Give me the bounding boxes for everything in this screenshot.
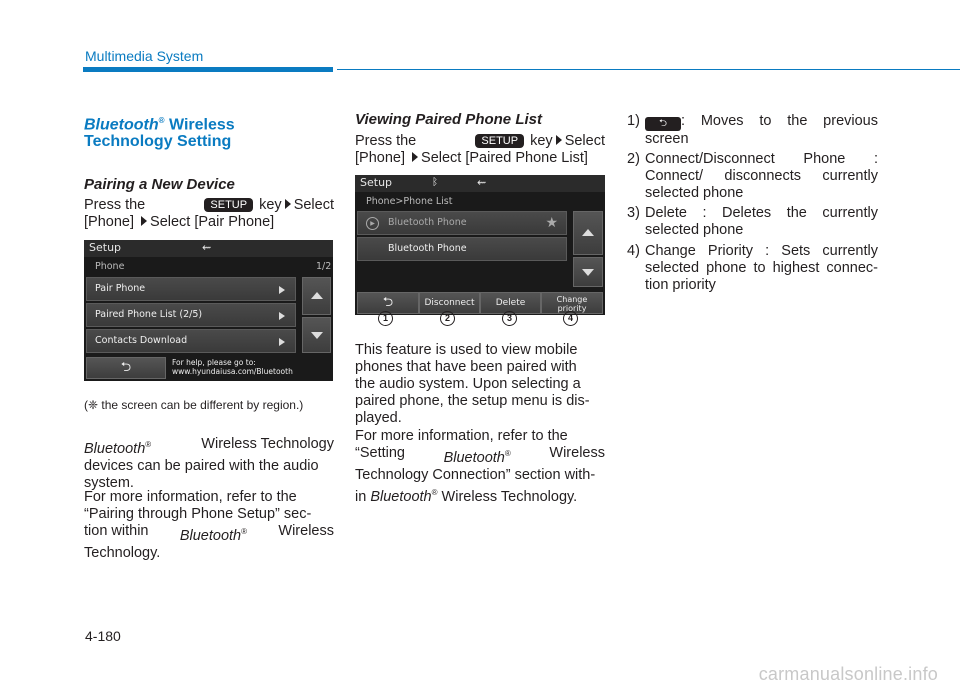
chevron-right-icon bbox=[279, 286, 285, 294]
bluetooth-icon: ⇜ bbox=[202, 241, 212, 254]
chevron-right-icon bbox=[279, 312, 285, 320]
region-note: (❈ the screen can be different by region.) bbox=[84, 398, 304, 412]
delete-button[interactable]: Delete bbox=[480, 292, 541, 314]
back-button[interactable]: ⮌ bbox=[86, 357, 166, 379]
star-icon: ★ bbox=[545, 215, 558, 231]
usb-icon: ⇜ bbox=[477, 176, 487, 189]
paired-list-instructions: Press the SETUP key Select [Phone] Select [Paired Phone List] bbox=[355, 133, 605, 166]
reference-paragraph-2: For more information, refer to the “Setting Bluetooth® Wireless Technology Connection” section with- in Bluetooth® Wireless Technology. bbox=[355, 428, 605, 505]
callout-3: 3 bbox=[502, 311, 517, 326]
setup-key-icon: SETUP bbox=[475, 134, 524, 148]
menu-row-contacts[interactable]: Contacts Download bbox=[86, 329, 296, 353]
list-item-1: 1) ⮌ : Moves to the previous screen bbox=[627, 113, 878, 147]
pairing-paragraph: Bluetooth® Wireless Technology devices can be paired with the audio system. bbox=[84, 436, 334, 491]
back-button[interactable]: ⮌ bbox=[357, 292, 419, 314]
setup-screen-phone-list bbox=[355, 175, 605, 315]
header-rule-thick bbox=[83, 67, 333, 72]
section-title: Bluetooth® Wireless Technology Setting bbox=[84, 116, 235, 151]
change-priority-button[interactable]: Change priority bbox=[541, 292, 603, 314]
pairing-instructions: Press the SETUP key Select [Phone] Select [Pair Phone] bbox=[84, 197, 334, 230]
watermark: carmanualsonline.info bbox=[758, 664, 938, 684]
back-icon: ⮌ bbox=[645, 117, 681, 131]
arrow-up-icon bbox=[582, 229, 594, 236]
phone-row-2[interactable]: Bluetooth Phone bbox=[357, 237, 567, 261]
menu-row-pair-phone[interactable]: Pair Phone bbox=[86, 277, 296, 301]
arrow-down-icon bbox=[582, 269, 594, 276]
callout-2: 2 bbox=[440, 311, 455, 326]
screen-title: Setup bbox=[360, 176, 393, 189]
subtitle-paired-list: Viewing Paired Phone List bbox=[355, 111, 542, 128]
help-text: For help, please go to: www.hyundaiusa.com/Bluetooth bbox=[172, 358, 293, 376]
screen-subheader: Phone bbox=[95, 261, 125, 272]
page-indicator: 1/2 bbox=[316, 261, 332, 272]
header-rule-thin bbox=[337, 69, 960, 70]
arrow-icon bbox=[141, 216, 147, 226]
reference-paragraph-1: For more information, refer to the “Pairing through Phone Setup” sec- tion within Bluetooth® Wireless Technology. bbox=[84, 489, 334, 561]
setup-key-icon: SETUP bbox=[204, 198, 253, 212]
screen-title: Setup bbox=[89, 241, 122, 254]
list-item-3: 3) Delete : Deletes the currently selected phone bbox=[627, 205, 878, 238]
paired-list-description: This feature is used to view mobile phones that have been paired with the audio system. Upon selecting a paired phone, the setup menu is dis- played. bbox=[355, 342, 590, 426]
callout-1: 1 bbox=[378, 311, 393, 326]
phone-row-1[interactable]: ▶ Bluetooth Phone ★ bbox=[357, 211, 567, 235]
arrow-up-icon bbox=[311, 292, 323, 299]
scroll-up-button[interactable] bbox=[573, 211, 603, 255]
scroll-down-button[interactable] bbox=[573, 257, 603, 287]
page-number: 4-180 bbox=[85, 628, 121, 644]
arrow-icon bbox=[556, 135, 562, 145]
scroll-up-button[interactable] bbox=[302, 277, 331, 315]
setup-screen-phone bbox=[84, 240, 333, 381]
arrow-down-icon bbox=[311, 332, 323, 339]
disconnect-button[interactable]: Disconnect bbox=[419, 292, 480, 314]
subtitle-pairing: Pairing a New Device bbox=[84, 176, 235, 193]
screen-subheader: Phone>Phone List bbox=[366, 196, 453, 207]
scroll-down-button[interactable] bbox=[302, 317, 331, 353]
play-icon: ▶ bbox=[366, 217, 379, 230]
arrow-icon bbox=[285, 199, 291, 209]
chevron-right-icon bbox=[279, 338, 285, 346]
menu-row-paired-list[interactable]: Paired Phone List (2/5) bbox=[86, 303, 296, 327]
chapter-title: Multimedia System bbox=[85, 48, 204, 64]
bluetooth-icon: ᛒ bbox=[432, 177, 438, 188]
list-item-4: 4) Change Priority : Sets currently selected phone to highest connec- tion priority bbox=[627, 243, 878, 293]
arrow-icon bbox=[412, 152, 418, 162]
list-item-2: 2) Connect/Disconnect Phone : Connect/ disconnects currently selected phone bbox=[627, 151, 878, 201]
callout-4: 4 bbox=[563, 311, 578, 326]
